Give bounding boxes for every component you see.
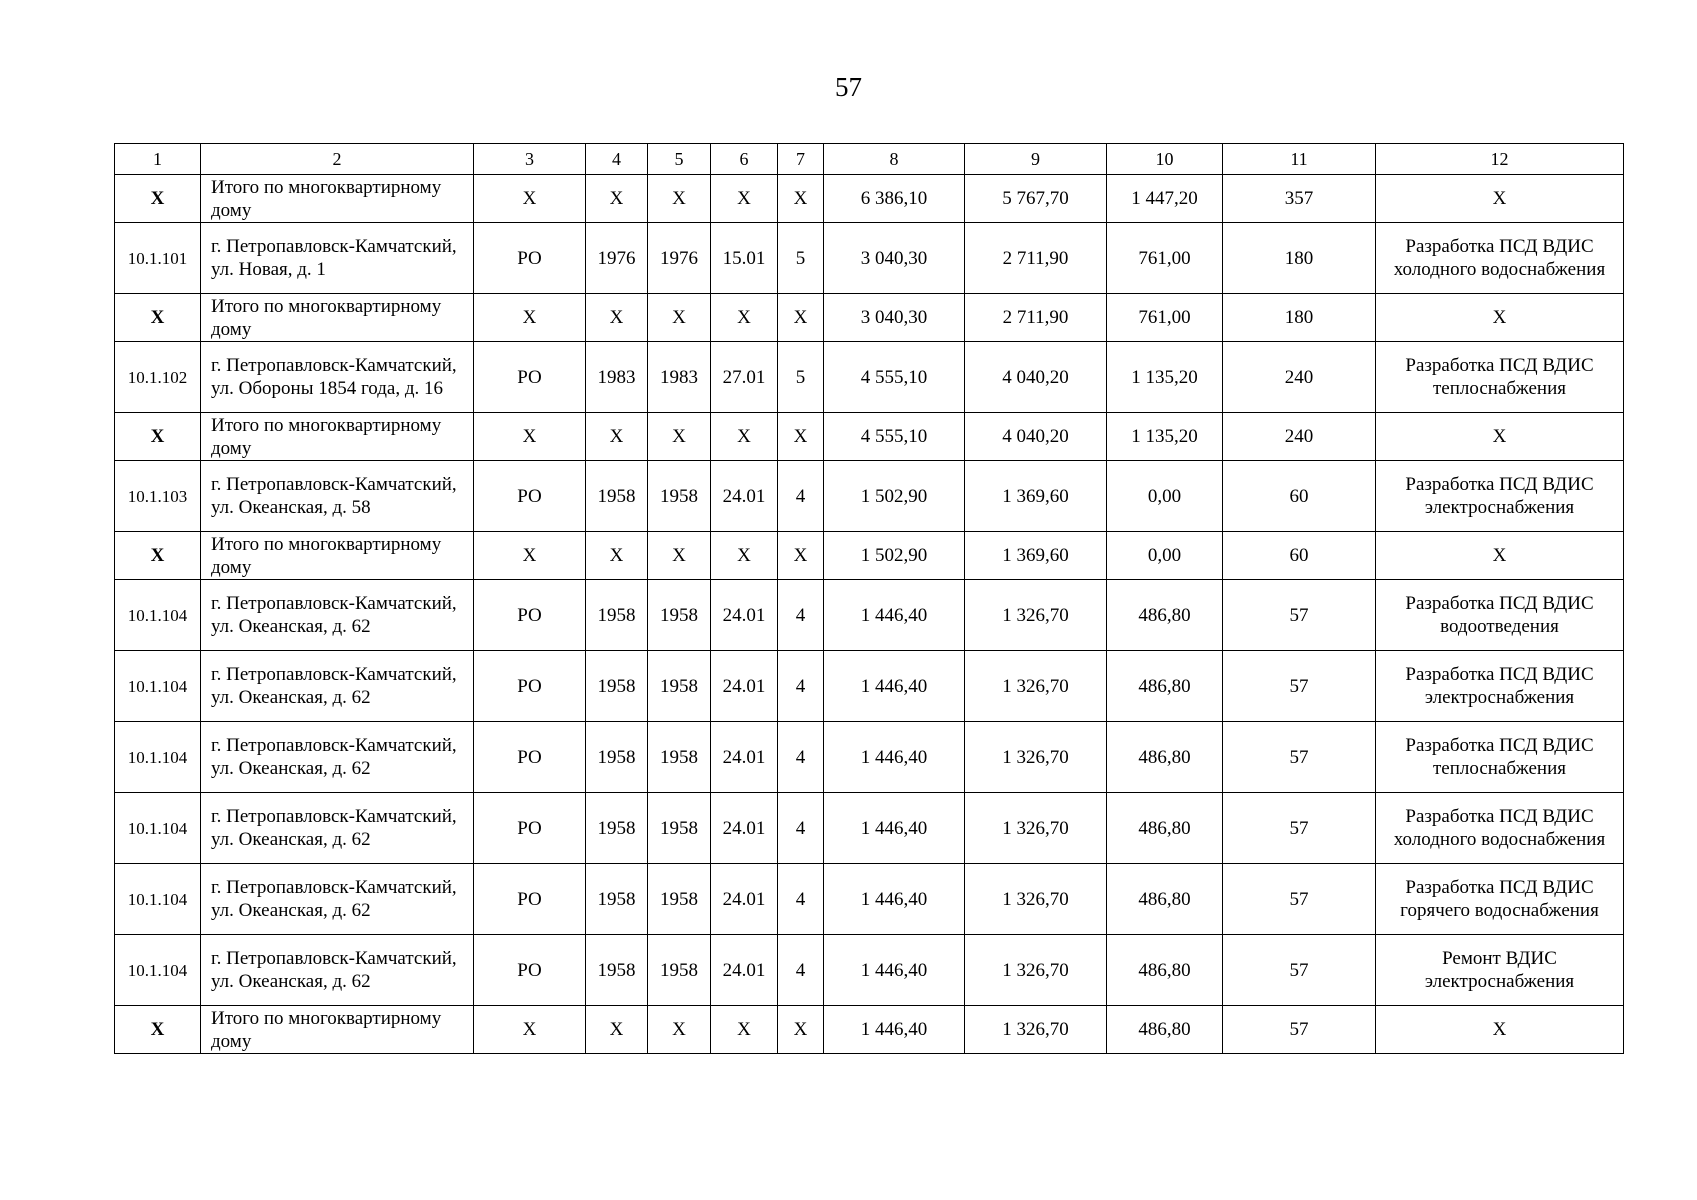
cell-year-commissioned: 1958 [648, 580, 711, 651]
column-header: 3 [474, 144, 586, 175]
cell-non-residential-area: 761,00 [1107, 294, 1223, 342]
cell-total-area: 3 040,30 [824, 294, 965, 342]
cell-owner-type: X [474, 175, 586, 223]
table-row [115, 342, 1624, 413]
table-row [115, 580, 1624, 651]
cell-row-number: X [115, 1006, 201, 1054]
cell-work-type: Разработка ПСД ВДИС горячего водоснабжения [1376, 864, 1624, 935]
cell-residential-area: 2 711,90 [965, 223, 1107, 294]
cell-address: г. Петропавловск-Камчатский, ул. Океанская, д. 62 [201, 722, 474, 793]
cell-work-type: X [1376, 1006, 1624, 1054]
cell-code: 27.01 [711, 342, 778, 413]
cell-address: г. Петропавловск-Камчатский, ул. Океанская, д. 62 [201, 651, 474, 722]
cell-total-area: 3 040,30 [824, 223, 965, 294]
cell-floors: X [778, 175, 824, 223]
cell-non-residential-area: 486,80 [1107, 864, 1223, 935]
cell-floors: X [778, 413, 824, 461]
cell-year-built: 1958 [586, 722, 648, 793]
cell-floors: 4 [778, 461, 824, 532]
cell-year-commissioned: 1958 [648, 793, 711, 864]
cell-residential-area: 1 326,70 [965, 793, 1107, 864]
cell-residents: 180 [1223, 294, 1376, 342]
cell-work-type: X [1376, 294, 1624, 342]
cell-address: Итого по многоквартирному дому [201, 1006, 474, 1054]
cell-non-residential-area: 1 135,20 [1107, 413, 1223, 461]
cell-work-type: Ремонт ВДИС электроснабжения [1376, 935, 1624, 1006]
column-header: 9 [965, 144, 1107, 175]
cell-address: Итого по многоквартирному дому [201, 413, 474, 461]
cell-residents: 240 [1223, 413, 1376, 461]
cell-total-area: 1 502,90 [824, 461, 965, 532]
total-row [115, 1006, 1624, 1054]
cell-address: Итого по многоквартирному дому [201, 175, 474, 223]
cell-work-type: Разработка ПСД ВДИС холодного водоснабжения [1376, 793, 1624, 864]
cell-address: г. Петропавловск-Камчатский, ул. Океанская, д. 62 [201, 580, 474, 651]
cell-residents: 57 [1223, 722, 1376, 793]
cell-owner-type: РО [474, 223, 586, 294]
cell-code: X [711, 175, 778, 223]
cell-residents: 180 [1223, 223, 1376, 294]
cell-row-number: 10.1.104 [115, 651, 201, 722]
cell-floors: 4 [778, 722, 824, 793]
cell-floors: 4 [778, 793, 824, 864]
cell-residential-area: 4 040,20 [965, 342, 1107, 413]
cell-floors: 5 [778, 342, 824, 413]
cell-owner-type: РО [474, 342, 586, 413]
cell-floors: 4 [778, 864, 824, 935]
cell-year-commissioned: 1958 [648, 935, 711, 1006]
cell-code: 24.01 [711, 461, 778, 532]
cell-non-residential-area: 486,80 [1107, 722, 1223, 793]
cell-code: 24.01 [711, 722, 778, 793]
cell-residents: 57 [1223, 864, 1376, 935]
cell-work-type: X [1376, 175, 1624, 223]
cell-year-built: 1958 [586, 580, 648, 651]
table-body [115, 175, 1624, 1054]
cell-work-type: Разработка ПСД ВДИС водоотведения [1376, 580, 1624, 651]
cell-year-built: X [586, 1006, 648, 1054]
cell-total-area: 1 502,90 [824, 532, 965, 580]
cell-total-area: 6 386,10 [824, 175, 965, 223]
cell-owner-type: РО [474, 580, 586, 651]
cell-non-residential-area: 486,80 [1107, 651, 1223, 722]
column-header: 4 [586, 144, 648, 175]
cell-code: X [711, 532, 778, 580]
total-row [115, 413, 1624, 461]
cell-year-commissioned: 1958 [648, 461, 711, 532]
cell-residents: 60 [1223, 532, 1376, 580]
cell-residential-area: 2 711,90 [965, 294, 1107, 342]
cell-row-number: 10.1.104 [115, 580, 201, 651]
cell-year-built: 1958 [586, 793, 648, 864]
table-row [115, 651, 1624, 722]
cell-residents: 57 [1223, 1006, 1376, 1054]
total-row [115, 294, 1624, 342]
cell-year-built: 1983 [586, 342, 648, 413]
cell-code: X [711, 294, 778, 342]
cell-year-commissioned: X [648, 175, 711, 223]
register-table [114, 143, 1624, 1054]
cell-work-type: Разработка ПСД ВДИС электроснабжения [1376, 651, 1624, 722]
cell-row-number: 10.1.104 [115, 935, 201, 1006]
total-row [115, 532, 1624, 580]
cell-code: 15.01 [711, 223, 778, 294]
cell-total-area: 1 446,40 [824, 580, 965, 651]
cell-total-area: 1 446,40 [824, 793, 965, 864]
column-header: 7 [778, 144, 824, 175]
cell-residents: 57 [1223, 935, 1376, 1006]
cell-owner-type: РО [474, 461, 586, 532]
cell-residential-area: 1 326,70 [965, 935, 1107, 1006]
cell-residential-area: 1 326,70 [965, 651, 1107, 722]
cell-row-number: X [115, 532, 201, 580]
cell-residential-area: 4 040,20 [965, 413, 1107, 461]
cell-address: г. Петропавловск-Камчатский, ул. Океанская, д. 62 [201, 864, 474, 935]
cell-year-built: 1976 [586, 223, 648, 294]
cell-non-residential-area: 1 447,20 [1107, 175, 1223, 223]
cell-year-built: 1958 [586, 864, 648, 935]
cell-floors: X [778, 294, 824, 342]
cell-residents: 57 [1223, 651, 1376, 722]
cell-total-area: 1 446,40 [824, 935, 965, 1006]
column-header: 5 [648, 144, 711, 175]
cell-residential-area: 5 767,70 [965, 175, 1107, 223]
cell-owner-type: X [474, 532, 586, 580]
cell-non-residential-area: 0,00 [1107, 532, 1223, 580]
column-header: 12 [1376, 144, 1624, 175]
cell-row-number: X [115, 294, 201, 342]
cell-work-type: X [1376, 413, 1624, 461]
cell-residential-area: 1 369,60 [965, 461, 1107, 532]
cell-residential-area: 1 369,60 [965, 532, 1107, 580]
cell-non-residential-area: 486,80 [1107, 935, 1223, 1006]
cell-total-area: 1 446,40 [824, 651, 965, 722]
cell-residents: 57 [1223, 580, 1376, 651]
cell-floors: 4 [778, 580, 824, 651]
cell-address: г. Петропавловск-Камчатский, ул. Новая, д. 1 [201, 223, 474, 294]
column-header: 6 [711, 144, 778, 175]
cell-work-type: Разработка ПСД ВДИС теплоснабжения [1376, 722, 1624, 793]
cell-year-built: X [586, 532, 648, 580]
cell-year-commissioned: 1976 [648, 223, 711, 294]
cell-non-residential-area: 1 135,20 [1107, 342, 1223, 413]
cell-year-built: 1958 [586, 935, 648, 1006]
cell-non-residential-area: 486,80 [1107, 793, 1223, 864]
cell-address: г. Петропавловск-Камчатский, ул. Океанская, д. 58 [201, 461, 474, 532]
cell-non-residential-area: 486,80 [1107, 580, 1223, 651]
column-header: 2 [201, 144, 474, 175]
cell-year-commissioned: X [648, 1006, 711, 1054]
cell-row-number: X [115, 413, 201, 461]
cell-residents: 240 [1223, 342, 1376, 413]
cell-residents: 357 [1223, 175, 1376, 223]
cell-row-number: X [115, 175, 201, 223]
cell-row-number: 10.1.103 [115, 461, 201, 532]
cell-code: 24.01 [711, 651, 778, 722]
cell-code: 24.01 [711, 580, 778, 651]
cell-owner-type: РО [474, 651, 586, 722]
cell-year-commissioned: 1958 [648, 864, 711, 935]
cell-work-type: Разработка ПСД ВДИС электроснабжения [1376, 461, 1624, 532]
column-header: 1 [115, 144, 201, 175]
cell-owner-type: X [474, 1006, 586, 1054]
cell-total-area: 1 446,40 [824, 1006, 965, 1054]
cell-address: Итого по многоквартирному дому [201, 294, 474, 342]
table-row [115, 864, 1624, 935]
cell-floors: X [778, 1006, 824, 1054]
cell-residential-area: 1 326,70 [965, 864, 1107, 935]
cell-address: г. Петропавловск-Камчатский, ул. Океанская, д. 62 [201, 935, 474, 1006]
cell-owner-type: РО [474, 864, 586, 935]
cell-non-residential-area: 0,00 [1107, 461, 1223, 532]
cell-work-type: X [1376, 532, 1624, 580]
table-row [115, 722, 1624, 793]
cell-floors: 4 [778, 651, 824, 722]
cell-address: г. Петропавловск-Камчатский, ул. Океанская, д. 62 [201, 793, 474, 864]
cell-residents: 60 [1223, 461, 1376, 532]
cell-year-built: X [586, 175, 648, 223]
column-header: 10 [1107, 144, 1223, 175]
column-header: 11 [1223, 144, 1376, 175]
cell-floors: X [778, 532, 824, 580]
table-row [115, 223, 1624, 294]
cell-total-area: 1 446,40 [824, 722, 965, 793]
table-row [115, 461, 1624, 532]
cell-code: 24.01 [711, 793, 778, 864]
cell-address: Итого по многоквартирному дому [201, 532, 474, 580]
cell-non-residential-area: 761,00 [1107, 223, 1223, 294]
column-header: 8 [824, 144, 965, 175]
cell-row-number: 10.1.104 [115, 722, 201, 793]
total-row [115, 175, 1624, 223]
cell-work-type: Разработка ПСД ВДИС теплоснабжения [1376, 342, 1624, 413]
cell-address: г. Петропавловск-Камчатский, ул. Обороны 1854 года, д. 16 [201, 342, 474, 413]
table-row [115, 935, 1624, 1006]
table-row [115, 793, 1624, 864]
cell-owner-type: РО [474, 722, 586, 793]
cell-residents: 57 [1223, 793, 1376, 864]
page-number: 57 [835, 72, 862, 102]
cell-year-built: 1958 [586, 651, 648, 722]
cell-code: X [711, 1006, 778, 1054]
cell-code: 24.01 [711, 864, 778, 935]
cell-residential-area: 1 326,70 [965, 580, 1107, 651]
cell-year-built: 1958 [586, 461, 648, 532]
cell-code: X [711, 413, 778, 461]
cell-residential-area: 1 326,70 [965, 1006, 1107, 1054]
cell-work-type: Разработка ПСД ВДИС холодного водоснабжения [1376, 223, 1624, 294]
cell-total-area: 4 555,10 [824, 413, 965, 461]
cell-row-number: 10.1.101 [115, 223, 201, 294]
cell-year-commissioned: X [648, 294, 711, 342]
cell-owner-type: X [474, 413, 586, 461]
cell-owner-type: РО [474, 793, 586, 864]
cell-year-commissioned: X [648, 413, 711, 461]
cell-year-commissioned: 1958 [648, 722, 711, 793]
cell-floors: 4 [778, 935, 824, 1006]
cell-row-number: 10.1.104 [115, 793, 201, 864]
cell-total-area: 4 555,10 [824, 342, 965, 413]
cell-year-commissioned: X [648, 532, 711, 580]
cell-year-built: X [586, 413, 648, 461]
cell-non-residential-area: 486,80 [1107, 1006, 1223, 1054]
cell-year-commissioned: 1983 [648, 342, 711, 413]
cell-floors: 5 [778, 223, 824, 294]
cell-owner-type: РО [474, 935, 586, 1006]
cell-total-area: 1 446,40 [824, 864, 965, 935]
cell-row-number: 10.1.102 [115, 342, 201, 413]
cell-row-number: 10.1.104 [115, 864, 201, 935]
cell-code: 24.01 [711, 935, 778, 1006]
cell-owner-type: X [474, 294, 586, 342]
cell-year-built: X [586, 294, 648, 342]
cell-residential-area: 1 326,70 [965, 722, 1107, 793]
header-row [115, 144, 1624, 175]
cell-year-commissioned: 1958 [648, 651, 711, 722]
